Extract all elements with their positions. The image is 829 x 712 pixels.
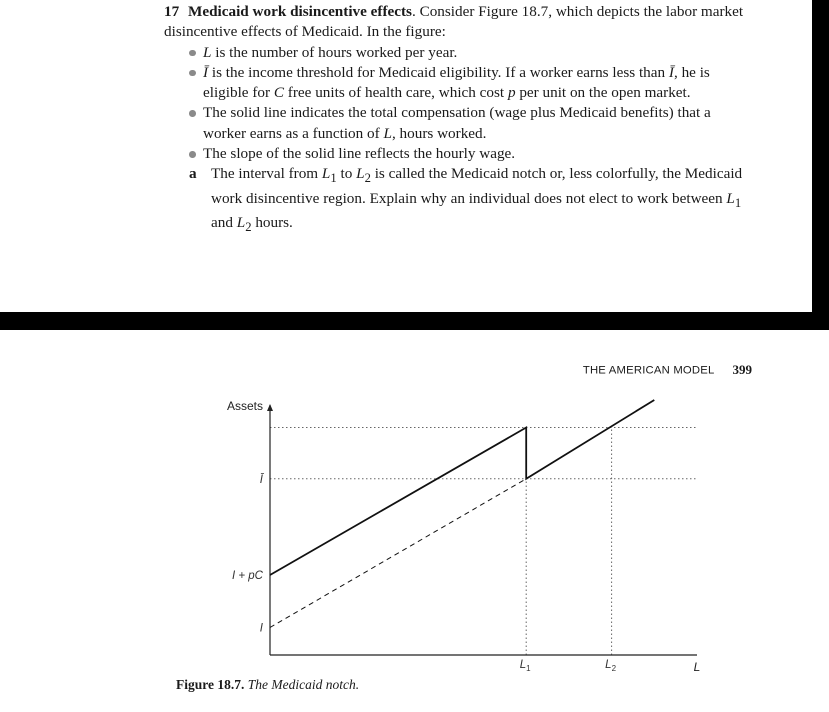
part-a-label: a — [189, 165, 197, 183]
subscript: 2 — [245, 220, 252, 235]
y-tick-label: Ī — [259, 473, 263, 486]
x-axis-label: L — [693, 660, 701, 674]
subscript: 1 — [734, 195, 742, 210]
part-a-text: to — [336, 165, 357, 183]
problem-title: Medicaid work disincentive effects — [188, 3, 412, 20]
subscript: 1 — [330, 171, 337, 186]
var-l: L — [726, 189, 735, 207]
figure-caption — [176, 677, 359, 693]
var-p: p — [507, 84, 516, 102]
bullet-text: The solid line indicates the total compensation (wage plus Medicaid benefits) that a worker earns as a function of — [203, 104, 711, 142]
y-axis-arrow-icon — [267, 404, 273, 411]
subscript: 2 — [364, 171, 371, 186]
bullet-text: , he is eligible for — [203, 63, 710, 102]
y-tick-label: I — [259, 622, 263, 635]
bullet-text: free units of health care, which cost — [284, 84, 508, 102]
part-a-text: is called the Medicaid notch or, less colorfully, the Medicaid work disincentive region. Explain why an individual does not elect to work between — [211, 165, 743, 207]
bullet-text: is the income threshold for Medicaid eligibility. If a worker earns less than — [208, 63, 669, 81]
var-l: L — [203, 43, 212, 61]
bullet-text: , hours worked. — [391, 124, 487, 142]
y-tick-label: I + pC — [231, 570, 263, 582]
part-a-text: and — [211, 214, 237, 232]
var-i-bar: Ī — [668, 63, 674, 81]
x-tick-label: $L_1$ — [519, 659, 531, 673]
caption-title: The Medicaid notch. — [247, 677, 360, 692]
var-l: L — [236, 214, 246, 232]
series-total-compensation-line — [270, 400, 654, 575]
var-l: L — [383, 124, 392, 142]
page-number: 399 — [732, 362, 752, 378]
var-l: L — [356, 165, 365, 183]
var-c: C — [273, 84, 284, 102]
x-tick-label: $L_2$ — [605, 659, 617, 673]
running-title: THE AMERICAN MODEL — [582, 364, 715, 377]
problem-number: 17 — [164, 3, 180, 20]
var-l: L — [321, 165, 331, 183]
part-a-text: hours. — [251, 214, 293, 232]
caption-label: Figure 18.7. — [176, 677, 245, 692]
bullet-text: The slope of the solid line reflects the hourly wage. — [203, 145, 516, 163]
y-axis-label: Assets — [226, 399, 263, 413]
problem-intro-text: . Consider Figure 18.7, which depicts the labor market disincentive effects of Medicaid. In the figure: — [164, 3, 744, 41]
bullet-text: per unit on the open market. — [515, 84, 691, 102]
var-i-bar: Ī — [203, 63, 209, 81]
part-a-text: The interval from — [211, 165, 322, 183]
bullet-text: is the number of hours worked per year. — [211, 43, 458, 61]
